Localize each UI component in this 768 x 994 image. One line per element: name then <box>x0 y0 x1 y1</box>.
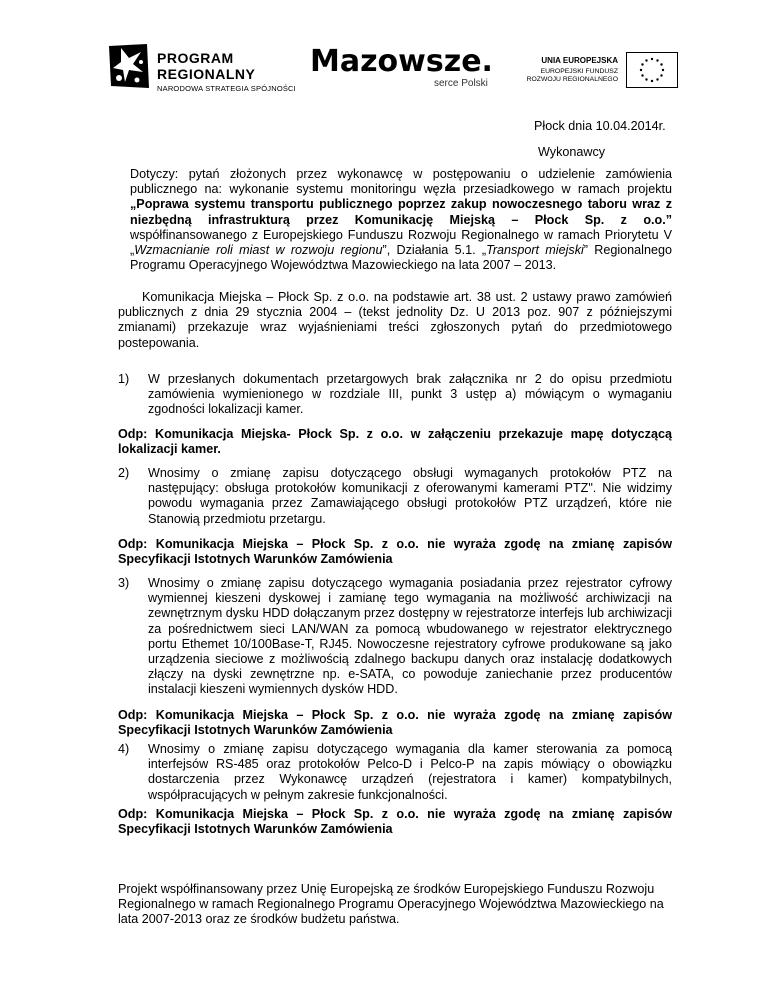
intro-paragraph: Komunikacja Miejska – Płock Sp. z o.o. na podstawie art. 38 ust. 2 ustawy prawo zamówień publicznych z dnia 29 stycznia 2004 – (tekst jednolity Dz. U 2013 poz. 907 z późniejszymi zmianami) przekazuje wraz wyjaśnieniami treści zgłoszonych pytań do przedmiotowego postepowania. <box>118 290 672 350</box>
question-number: 3) <box>118 576 130 590</box>
mazowsze-logo <box>310 44 493 98</box>
subject-text-2: współfinansowanego z Europejskiego Funduszu Rozwoju Regionalnego w ramach Priorytetu V „ <box>130 227 672 258</box>
eu-line-1: UNIA EUROPEJSKA <box>541 56 618 65</box>
program-regionalny-emblem-icon <box>107 42 151 90</box>
question-text: Wnosimy o zmianę zapisu dotyczącego wymagania dla kamer sterowania za pomocą interfejsów RS-485 oraz protokołów Pelco-D i Pelco-P na zapis mówiący o obowiązku dostarczenia przez Wykonawcę urządzeń (rejestratora i kamer) kompatybilnych, współpracujących w pełnym zakresie funkcjonalności. <box>148 742 672 802</box>
subject-text-3: ”, Działania 5.1. „ <box>382 243 487 258</box>
document-date: Płock dnia 10.04.2014r. <box>534 119 666 133</box>
question-text: Wnosimy o zmianę zapisu dotyczącego wymagania posiadania przez rejestrator cyfrowy wymiennej kieszeni dyskowej i zamianę tego wymagania na możliwość archiwizacji na zewnętrznym dysku HDD dołączanym przez dostępny w rejestratorze interfejs lub archiwizacji za pośrednictwem sieci LAN/WAN za pomocą wbudowanego w rejestrator elektrycznego portu Ethemet 10/100Base-T, RJ45. Nowoczesne rejestratory cyfrowe produkowane są jako urządzenia sieciowe z możliwością zdalnego backupu danych oraz instalację dodatkowych złączy na dyski zewnętrzne np. e-SATA, co powoduje zaniechanie przez producentów instalacji kieszeni wymiennych dysków HDD. <box>148 576 672 697</box>
question-number: 2) <box>118 466 130 480</box>
subject-text-4: ” Regionalnego Programu Operacyjnego Województwa Mazowieckiego na lata 2007 – 2013. <box>130 243 672 273</box>
cofinancing-footer: Projekt współfinansowany przez Unię Europejską ze środków Europejskiego Funduszu Rozwoju Regionalnego w ramach Regionalnego Programu Operacyjnego Województwa Mazowieckiego na lata 2007-2013 oraz ze środków budżetu państwa. <box>118 882 664 927</box>
program-line-1: PROGRAM <box>157 50 234 66</box>
answer-2: Odp: Komunikacja Miejska – Płock Sp. z o.o. nie wyraża zgodę na zmianę zapisów Specyfikacji Istotnych Warunków Zamówienia <box>118 537 672 567</box>
subject-paragraph <box>130 167 672 273</box>
answer-1: Odp: Komunikacja Miejska- Płock Sp. z o.o. w załączeniu przekazuje mapę dotyczącą lokalizacji kamer. <box>118 427 672 457</box>
question-number: 1) <box>118 372 130 386</box>
eu-flag-icon <box>626 52 678 88</box>
program-line-2: REGIONALNY <box>157 66 256 82</box>
program-line-3: NARODOWA STRATEGIA SPÓJNOŚCI <box>157 84 296 93</box>
priority-name: Wzmacnianie roli miast w rozwoju regionu <box>134 243 383 258</box>
mazowsze-tagline: serce Polski <box>434 78 488 89</box>
question-text: Wnosimy o zmianę zapisu dotyczącego obsługi wymaganych protokołów PTZ na następujący: obsługa protokołów komunikacji z oferowanymi kamerami PTZ". Nie widzimy powodu wymagania przez Zamawiającego obsługi protokołów PTZ urządzeń, które nie Stanowią przedmiotu przetargu. <box>148 466 672 526</box>
action-name: Transport miejski <box>486 243 584 258</box>
question-text: W przesłanych dokumentach przetargowych brak załącznika nr 2 do opisu przedmiotu zamówienia wymienionego w rozdziale III, punkt 3 ustęp a) mówiącym o wymaganiu zgodności lokalizacji kamer. <box>148 372 672 417</box>
document-recipients: Wykonawcy <box>538 145 606 159</box>
question-number: 4) <box>118 742 130 756</box>
eu-logo <box>526 52 678 92</box>
eu-line-3: ROZWOJU REGIONALNEGO <box>526 76 618 83</box>
mazowsze-wordmark: Mazowsze. <box>310 44 493 79</box>
program-regionalny-logo <box>107 42 297 102</box>
answer-4: Odp: Komunikacja Miejska – Płock Sp. z o.o. nie wyraża zgodę na zmianę zapisów Specyfikacji Istotnych Warunków Zamówienia <box>118 807 672 837</box>
answer-3: Odp: Komunikacja Miejska – Płock Sp. z o.o. nie wyraża zgodę na zmianę zapisów Specyfikacji Istotnych Warunków Zamówienia <box>118 708 672 738</box>
subject-text-1: Dotyczy: pytań złożonych przez wykonawcę w postępowaniu o udzielenie zamówienia publicznego na: wykonanie systemu monitoringu węzła przesiadkowego w ramach projektu <box>130 167 672 197</box>
eu-line-2: EUROPEJSKI FUNDUSZ <box>540 68 618 75</box>
project-title: „Poprawa systemu transportu publicznego poprzez zakup nowoczesnego taboru wraz z niezbędną infrastrukturą przez Komunikację Miejską – Płock Sp. z o.o.” <box>130 197 672 227</box>
